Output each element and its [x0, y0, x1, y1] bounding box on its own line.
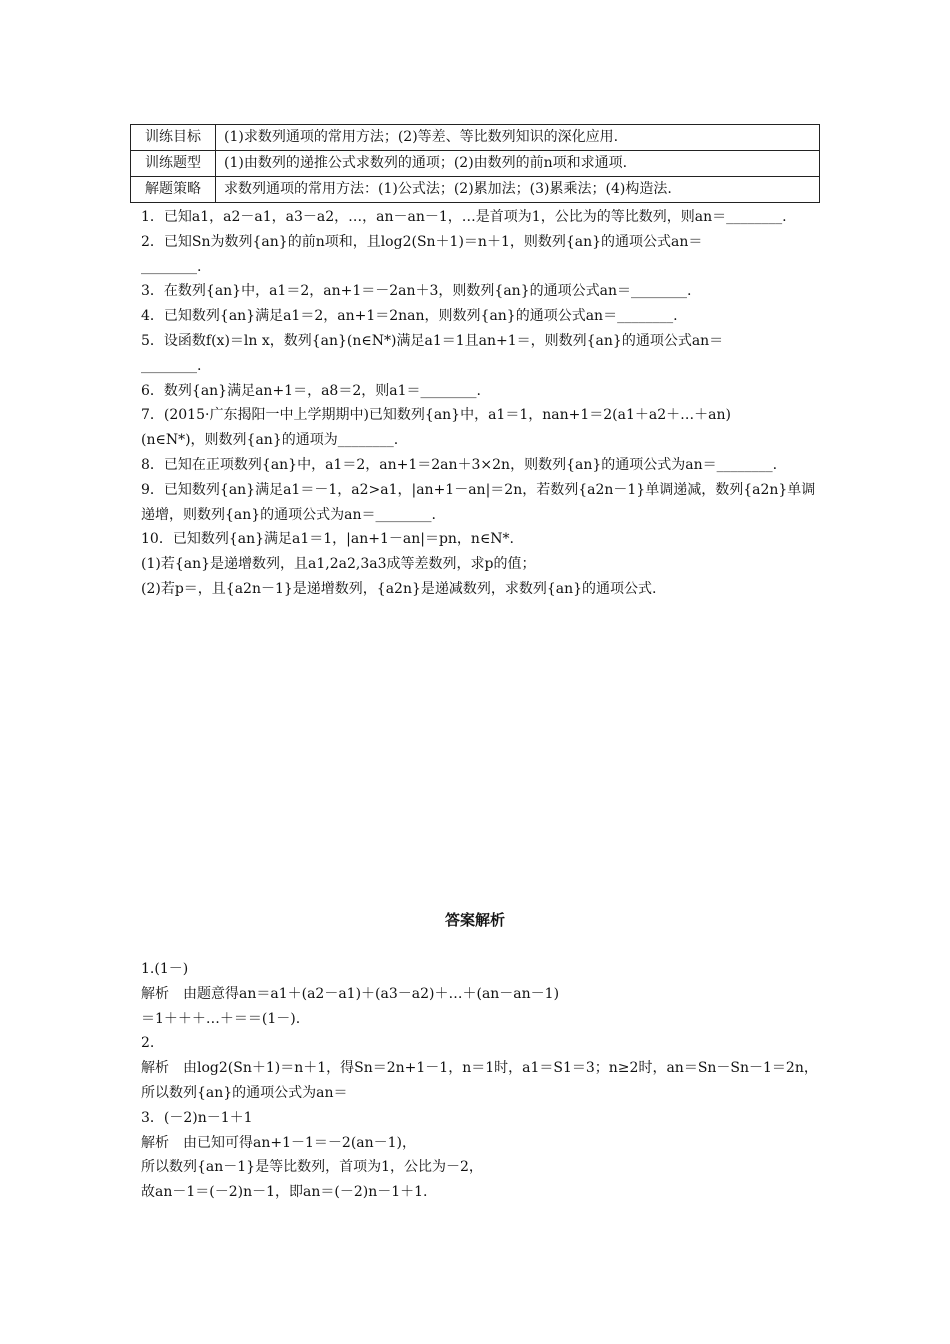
training-goals-table	[130, 124, 820, 203]
answer-line: 3．(－2)n－1＋1	[141, 1109, 253, 1126]
answer-line: 1.(1－)	[141, 961, 189, 977]
row-text: (1)由数列的递推公式求数列的通项；(2)由数列的前n项和求通项.	[216, 151, 820, 177]
problem-line: 9．已知数列{an}满足a1＝－1，a2>a1，|an+1－an|＝2n，若数列{a2n－1}单调递减，数列{a2n}单调	[141, 481, 816, 498]
answer-line: 解析 由log2(Sn＋1)＝n＋1，得Sn＝2n+1－1，n＝1时，a1＝S1＝3；n≥2时，an＝Sn－Sn－1＝2n，	[141, 1060, 818, 1077]
answer-line: ＝1＋＋＋…＋＝＝(1－).	[141, 1010, 301, 1027]
problem-line: 3．在数列{an}中，a1＝2，an+1＝－2an＋3，则数列{an}的通项公式an＝________.	[141, 283, 692, 300]
answer-line: 解析 由题意得an＝a1＋(a2－a1)＋(a3－a2)＋…＋(an－an－1)	[141, 985, 560, 1002]
problem-line: 7．(2015·广东揭阳一中上学期期中)已知数列{an}中，a1＝1，nan+1＝2(a1＋a2＋…＋an)	[141, 407, 731, 424]
problem-line: 2．已知Sn为数列{an}的前n项和，且log2(Sn＋1)＝n＋1，则数列{an}的通项公式an＝	[141, 233, 703, 250]
problem-list	[141, 205, 821, 602]
answer-line: 故an－1＝(－2)n－1，即an＝(－2)n－1＋1.	[141, 1184, 428, 1201]
answer-line: 解析 由已知可得an+1－1＝－2(an－1)，	[141, 1134, 417, 1151]
problem-line: 5．设函数f(x)＝ln x，数列{an}(n∈N*)满足a1＝1且an+1＝，则数列{an}的通项公式an＝	[141, 332, 724, 349]
row-text: (1)求数列通项的常用方法；(2)等差、等比数列知识的深化应用.	[216, 125, 820, 151]
problem-line: 10．已知数列{an}满足a1＝1，|an+1－an|＝pn，n∈N*.	[141, 531, 515, 548]
problem-line: ________.	[141, 258, 202, 275]
row-label: 训练题型	[131, 151, 216, 177]
problem-line: 1．已知a1，a2－a1，a3－a2，…，an－an－1，…是首项为1，公比为的等比数列，则an＝________.	[141, 209, 787, 225]
problem-line: (2)若p＝，且{a2n－1}是递增数列，{a2n}是递减数列，求数列{an}的通项公式.	[141, 580, 657, 597]
problem-line: (1)若{an}是递增数列，且a1,2a2,3a3成等差数列，求p的值；	[141, 556, 536, 573]
problem-line: ________.	[141, 357, 202, 374]
answer-line: 所以数列{an}的通项公式为an＝	[141, 1084, 348, 1101]
answer-list	[141, 957, 821, 1205]
answer-line: 2.	[141, 1035, 155, 1052]
table-row	[131, 125, 820, 151]
problem-line: (n∈N*)，则数列{an}的通项为________.	[141, 432, 399, 449]
problem-line: 递增，则数列{an}的通项公式为an＝________.	[141, 506, 436, 523]
answer-line: 所以数列{an－1}是等比数列，首项为1，公比为－2，	[141, 1159, 483, 1176]
row-text: 求数列通项的常用方法：(1)公式法；(2)累加法；(3)累乘法；(4)构造法.	[216, 177, 820, 203]
row-label: 解题策略	[131, 177, 216, 203]
table-row	[131, 151, 820, 177]
row-label: 训练目标	[131, 125, 216, 151]
problem-line: 6．数列{an}满足an+1＝，a8＝2，则a1＝________.	[141, 382, 481, 399]
table-row	[131, 177, 820, 203]
problem-line: 4．已知数列{an}满足a1＝2，an+1＝2nan，则数列{an}的通项公式an＝________.	[141, 308, 678, 325]
problem-line: 8．已知在正项数列{an}中，a1＝2，an+1＝2an＋3×2n，则数列{an}的通项公式为an＝________.	[141, 456, 778, 473]
answers-heading: 答案解析	[444, 911, 505, 929]
